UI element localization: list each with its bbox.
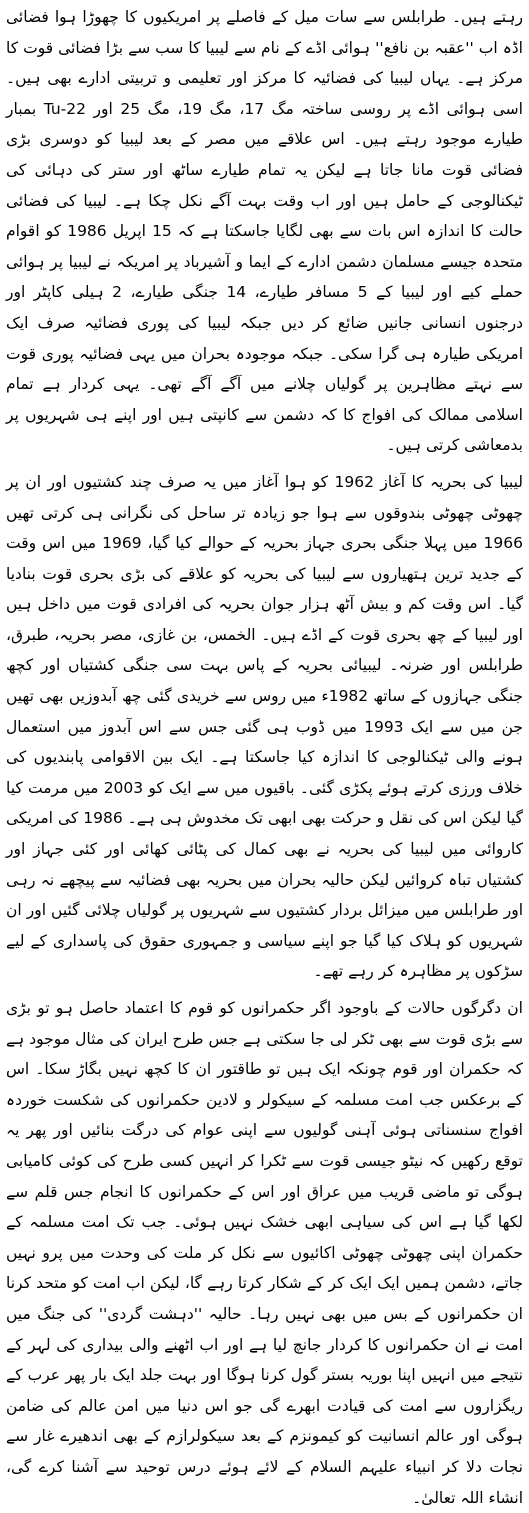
article-paragraph-libya-navy: لیبیا کی بحریہ کا آغاز 1962 کو ہوا آغاز میں یہ صرف چند کشتیوں اور ان پر چھوٹی چھوٹی بندوقوں سے ہوا جو زیادہ تر ساحل کی نگرانی ہی کرتی تھیں 1966 میں پہلا جنگی بحری جہاز بحریہ کے حوالے کیا گیا، 1969 میں اس وقت کے جدید ترین ہتھیاروں سے لیبیا کی بحریہ کو علاقے کی بڑی بحری قوت بنادیا گیا۔ اس وقت کم و بیش آٹھ ہزار جوان بحریہ کی افرادی قوت میں داخل ہیں اور لیبیا کے چھ بحری قوت کے اڈے ہیں۔ الخمس، بن غازی، مصر بحریہ، طبرق، طرابلس اور ضرنہ۔ لیبیائی بحریہ کے پاس بہت سی جنگی کشتیاں اور کچھ جنگی جہازوں کے ساتھ 1982ء میں روس سے خریدی گئی چھ آبدوزیں بھی تھیں جن میں سے ایک 1993 میں ڈوب ہی گئی جس سے اس آبدوز میں استعمال ہونے والی ٹیکنالوجی کا اندازہ کیا جاسکتا ہے۔ ایک بین الاقوامی پابندیوں کی خلاف ورزی کرتے ہوئے پکڑی گئی۔ باقیوں میں سے ایک کو 2003 میں مرمت کیا گیا لیکن اس کی نقل و حرکت بھی ابھی تک مخدوش ہی ہے۔ 1986 کی امریکی کاروائی میں لیبیا کی بحریہ نے بھی کمال کی پٹائی کھائی اور کئی جہاز اور کشتیاں تباہ کروائیں لیکن حالیہ بحران میں بحریہ بھی فضائیہ سے پیچھے نہ رہی اور طرابلس میں میزائل بردار کشتیوں سے شہریوں پر گولیاں چلائی گئیں اور ان شہریوں کو ہلاک کیا گیا جو اپنے سیاسی و جمہوری حقوق کی پاسداری کے لیے سڑکوں پر مظاہرہ کر رہے تھے۔ bbox=[6, 472, 524, 981]
article-paragraph-libya-air-force: رہتے ہیں۔ طرابلس سے سات میل کے فاصلے پر امریکیوں کا چھوڑا ہوا فضائی اڈہ اب ''عقبہ بن نافع'' ہوائی اڈے کے نام سے لیبیا کا سب سے بڑا فضائی قوت کا مرکز ہے۔ یہاں لیبیا کی فضائیہ کا مرکز اور تعلیمی و تربیتی ادارے بھی ہیں۔ اسی ہوائی اڈے پر روسی ساختہ مگ 17، مگ 19، مگ 25 اور Tu-22 بمبار طیارے موجود رہتے ہیں۔ اس علاقے میں مصر کے بعد لیبیا کو دوسری بڑی فضائی قوت مانا جاتا ہے لیکن یہ تمام طیارے ساٹھ اور ستر کی دہائی کی ٹیکنالوجی کے حامل ہیں اور اب وقت بہت آگے نکل چکا ہے۔ لیبیا کی فضائی حالت کا اندازہ اس بات سے بھی لگایا جاسکتا ہے کہ 15 اپریل 1986 کو اقوام متحدہ جیسے مسلمان دشمن ادارے کے ایما و آشیرباد پر امریکہ نے لیبیا پر ہوائی حملے کیے اور لیبیا کے 5 مسافر طیارے، 14 جنگی طیارے، 2 ہیلی کاپٹر اور درجنوں انسانی جانیں ضائع کر دیں جبکہ لیبیا کی پوری فضائیہ صرف ایک امریکی طیارہ ہی گرا سکی۔ جبکہ موجودہ بحران میں یہی فضائیہ پوری قوت سے نہتے مظاہرین پر گولیاں چلانے میں آگے آگے تھی۔ یہی کردار ہے تمام اسلامی ممالک کی افواج کا کہ دشمن سے کانپتی ہیں اور اپنے ہی شہریوں پر بدمعاشی کرتی ہیں۔ bbox=[6, 8, 523, 455]
article-paragraph-conclusion: ان دگرگوں حالات کے باوجود اگر حکمرانوں کو قوم کا اعتماد حاصل ہو تو بڑی سے بڑی قوت سے بھی ٹکر لی جا سکتی ہے جس طرح ایران کی مثال موجود ہے کہ حکمران اور قوم چونکہ ایک ہیں تو طاقتور ان کا کچھ نہیں بگاڑ سکا۔ اس کے برعکس جب امت مسلمہ کے سیکولر و لادین حکمرانوں کی شکست خوردہ افواج سنسناتی ہوئی آہنی گولیوں سے اپنی عوام کی درگت بنائیں اور پھر یہ توقع رکھیں کہ نیٹو جیسی قوت سے ٹکرا کر انہیں کسی طرح کی کوئی کامیابی ہوگی تو ماضی قریب میں عراق اور اس کے حکمرانوں کا انجام جس قلم سے لکھا گیا ہے اس کی سیاہی ابھی خشک نہیں ہوئی۔ جب تک امت مسلمہ کے حکمران اپنی چھوٹی چھوٹی اکائیوں سے نکل کر ملت کی وحدت میں پرو نہیں جاتے، دشمن ہمیں ایک ایک کر کے شکار کرتا رہے گا، لیکن اب امت کو متحد کرنا ان حکمرانوں کے بس میں بھی نہیں رہا۔ حالیہ ''دہشت گردی'' کی جنگ میں امت نے ان حکمرانوں کا کردار جانچ لیا ہے اور اب اٹھنے والی بیداری کی لہر کے نتیجے میں انہیں اپنا بوریہ بستر گول کرنا ہوگا اور بہت جلد ایک بار پھر عرب کے ریگزاروں سے امت کی قیادت ابھرے گی جو اس دنیا میں امن عالم کی ضامن ہوگی اور عالم انسانیت کو کیمونزم کے بعد سیکولرازم کے بھی اندھیرے غار سے نجات دلا کر انبیاء علیہم السلام کے لائے ہوئے درس توحید سے آشنا کرے گی، انشاء اللہ تعالیٰ۔ bbox=[6, 999, 523, 1507]
